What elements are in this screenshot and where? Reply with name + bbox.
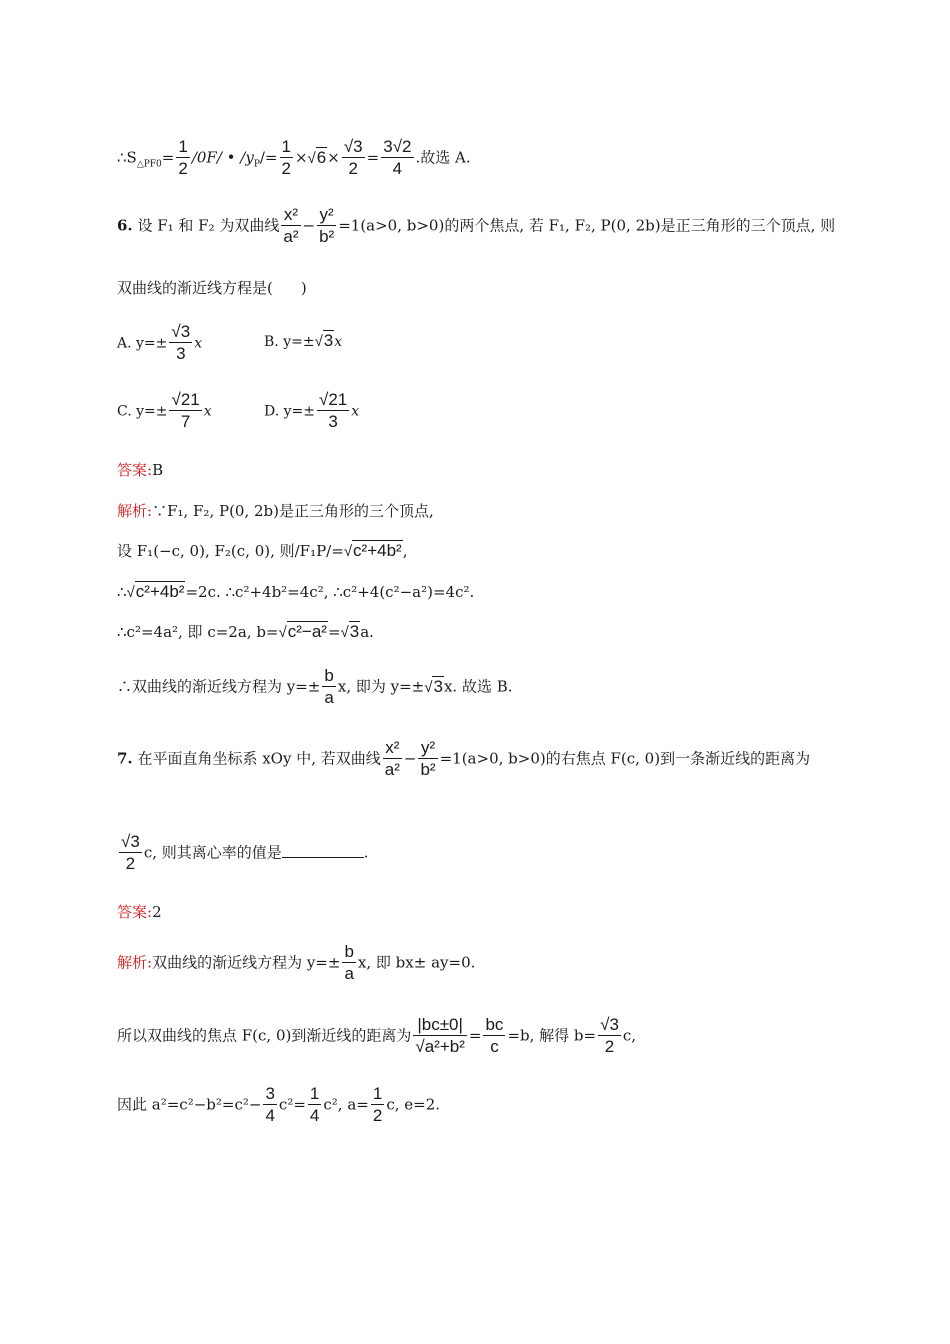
fraction: $\frac{bc}{c}$ <box>485 1015 504 1056</box>
solution-line-area: $\therefore S_{\triangle PF0}=$ $\frac{1}{2}$ /0F/ • $/y_P/=$ $\frac{1}{2}$ ×√6× $\frac{√3}{2}$ = $\frac{3√2}{4}$ .故选 A. <box>117 137 471 178</box>
answer-6: 答案:B <box>117 461 164 479</box>
fraction: $\frac{3√2}{4}$ <box>383 137 412 178</box>
fraction: $\frac{1}{4}$ <box>309 1084 320 1125</box>
fraction: $\frac{b}{a}$ <box>344 942 354 983</box>
solution-6-line-2: 设 F₁(−c, 0), F₂(c, 0), 则/F₁P/=√c²+4b², <box>117 541 408 560</box>
sqrt: √c²+4b² <box>343 541 402 560</box>
fraction: $\frac{√3}{3}$ <box>171 322 191 363</box>
fraction: $\frac{|bc\pm 0|}{\text{√a²+b²}}$ <box>415 1015 465 1056</box>
sqrt: √3 <box>340 622 360 641</box>
fraction: $\frac{√3}{2}$ <box>121 832 140 873</box>
sqrt: √3 <box>424 676 443 696</box>
solution-6-line-4: ∴c²=4a², 即 c=2a, b=√c²−a²=√3a. <box>117 622 374 641</box>
fraction: $\frac{1}{2}$ <box>178 137 188 178</box>
sqrt: √c²−a² <box>278 622 327 641</box>
fraction: $\frac{\text{y²}}{\text{b²}}$ <box>319 205 335 246</box>
question-6-stem-cont: 双曲线的渐近线方程是( ) <box>117 279 307 297</box>
fraction: $\frac{√21}{7}$ <box>171 390 200 431</box>
fraction: $\frac{√21}{3}$ <box>319 390 348 431</box>
fraction: $\frac{\text{y²}}{\text{b²}}$ <box>420 738 436 779</box>
fraction: $\frac{b}{a}$ <box>324 666 334 707</box>
option-b[interactable]: B. y=±√3x <box>264 331 343 350</box>
solution-7-line-2: 所以双曲线的焦点 F(c, 0)到渐近线的距离为 $\frac{|bc\pm 0|}{\text{√a²+b²}}$ = $\frac{bc}{c}$ =b, 解得 b= $\frac{√3}{2}$ c, <box>117 1015 637 1056</box>
fraction: $\frac{\text{x²}}{\text{a²}}$ <box>384 738 400 779</box>
solution-7-line-3: 因此 a²=c²−b²=c²− $\frac{3}{4}$ c²= $\frac{1}{4}$ c², a= $\frac{1}{2}$ c, e=2. <box>117 1084 441 1125</box>
fraction: $\frac{√3}{2}$ <box>600 1015 619 1056</box>
question-6-stem: 6. 设 F₁ 和 F₂ 为双曲线 $\frac{\text{x²}}{\text{a²}}$ − $\frac{\text{y²}}{\text{b²}}$ =1(a>0, b>0)的两个焦点, 若 F₁, F₂, P(0, 2b)是正三角形的三个顶点, 则 <box>117 205 836 246</box>
option-c[interactable]: C. y=± $\frac{√21}{7}$ x <box>117 390 212 431</box>
answer-7: 答案:2 <box>117 903 162 921</box>
fraction: $\frac{3}{4}$ <box>265 1084 275 1125</box>
sqrt: √6 <box>307 147 327 167</box>
sqrt: √3 <box>314 331 334 350</box>
fraction: $\frac{1}{2}$ <box>281 137 291 178</box>
solution-6-line-5: ∴双曲线的渐近线方程为 y=± $\frac{b}{a}$ x, 即为 y=±√3x. 故选 B. <box>117 666 513 707</box>
option-d[interactable]: D. y=± $\frac{√21}{3}$ x <box>264 390 360 431</box>
question-7-stem: 7. 在平面直角坐标系 xOy 中, 若双曲线 $\frac{\text{x²}}{\text{a²}}$ − $\frac{\text{y²}}{\text{b²}}$ =1(a>0, b>0)的右焦点 F(c, 0)到一条渐近线的距离为 <box>117 738 811 779</box>
answer-blank[interactable] <box>282 841 364 858</box>
fraction: $\frac{\text{x²}}{\text{a²}}$ <box>283 205 299 246</box>
fraction: $\frac{1}{2}$ <box>372 1084 383 1125</box>
fraction: $\frac{√3}{2}$ <box>343 137 363 178</box>
solution-6-line-3: ∴√c²+4b²=2c. ∴c²+4b²=4c², ∴c²+4(c²−a²)=4c². <box>117 582 475 601</box>
solution-7-line-1: 解析:双曲线的渐近线方程为 y=± $\frac{b}{a}$ x, 即 bx± ay=0. <box>117 942 476 983</box>
option-a[interactable]: A. y=± $\frac{√3}{3}$ x <box>117 322 203 363</box>
solution-6-line-1: 解析:∵F₁, F₂, P(0, 2b)是正三角形的三个顶点, <box>117 502 434 520</box>
question-7-stem-cont: $\frac{√3}{2}$ c, 则其离心率的值是 . <box>121 832 369 873</box>
sqrt: √c²+4b² <box>126 582 185 601</box>
